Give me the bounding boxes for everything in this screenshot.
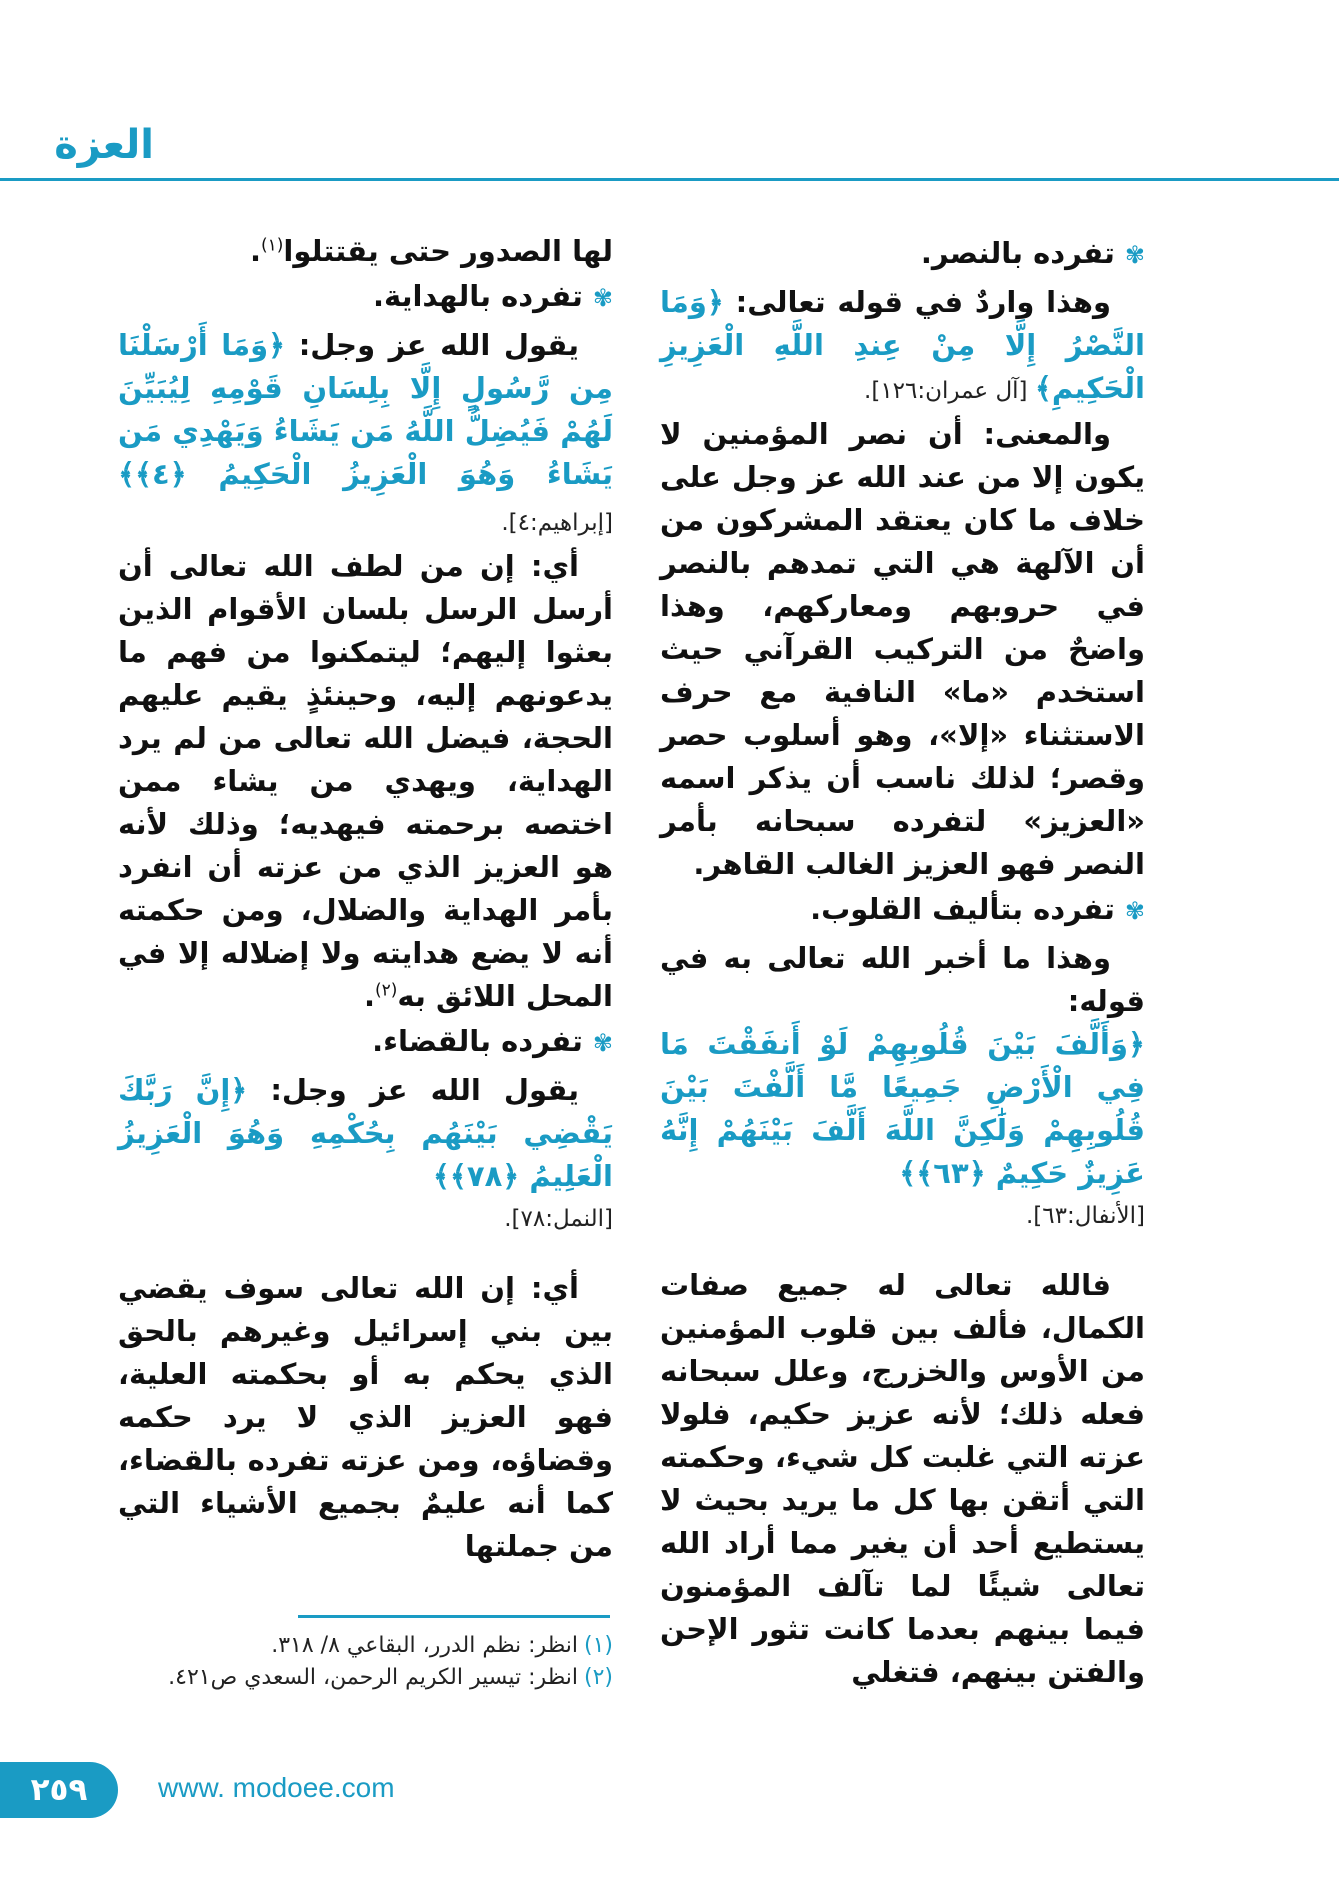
paragraph	[118, 545, 613, 1018]
website-link[interactable]: www. modoee.com	[158, 1772, 395, 1803]
footnote-text: انظر: نظم الدرر، البقاعي ٨/ ٣١٨.	[271, 1633, 578, 1658]
flower-bullet-icon: ✾	[1124, 897, 1145, 925]
text: لها الصدور حتى يقتتلوا	[283, 234, 613, 268]
text: أي: إن من لطف الله تعالى أن أرسل الرسل بلسان الأقوام الذين بعثوا إليهم؛ ليتمكنوا من فهم ما يدعونهم إليه، وحينئذٍ يقيم عليهم الحجة، فيضل الله تعالى من لم يرد الهداية، ويهدي من يشاء ممن اختصه برحمته فيهديه؛ وذلك لأنه هو العزيز الذي من عزته أن انفرد بأمر الهداية والضلال، ومن حكمته أنه لا يضع هدايته ولا إضلاله إلا في المحل اللائق به	[118, 549, 613, 1013]
heading-text: تفرده بتأليف القلوب.	[810, 892, 1115, 926]
page-title: العزة	[54, 122, 154, 168]
verse-reference: [آل عمران:١٢٦].	[864, 378, 1035, 404]
paragraph: وهذا ما أخبر الله تعالى به في قوله:	[660, 941, 1145, 1018]
paragraph: والمعنى: أن نصر المؤمنين لا يكون إلا من عند الله عز وجل على خلاف ما كان يعتقد المشركون من أن الآلهة هي التي تمدهم بالنصر في حروبهم ومعاركهم، وهذا واضحٌ من التركيب القرآني حيث استخدم «ما» النافية مع حرف الاستثناء «إلا»، وهو أسلوب حصر وقصر؛ لذلك ناسب أن يذكر اسمه «العزيز» لتفرده سبحانه بأمر النصر فهو العزيز الغالب القاهر.	[660, 417, 1145, 881]
flower-bullet-icon: ✾	[1124, 241, 1145, 269]
footnote	[118, 1630, 613, 1662]
section-heading	[660, 232, 1145, 277]
footnote-ref[interactable]: (١)	[261, 235, 284, 256]
verse-reference: [إبراهيم:٤].	[501, 510, 613, 536]
footnote-ref[interactable]: (٢)	[374, 980, 398, 1001]
footnote-divider	[298, 1615, 610, 1618]
paragraph: أي: إن الله تعالى سوف يقضي بين بني إسرائيل وغيرهم بالحق الذي يحكم به أو بحكمته العلية، فهو العزيز الذي لا يرد حكمه وقضاؤه، ومن عزته تفرده بالقضاء، كما أنه عليمٌ بجميع الأشياء التي من جملتها	[118, 1271, 613, 1563]
heading-text: تفرده بالنصر.	[920, 236, 1115, 270]
section-heading	[118, 1020, 613, 1065]
text: يقول الله عز وجل:	[285, 328, 579, 362]
heading-text: تفرده بالهداية.	[372, 279, 583, 313]
flower-bullet-icon: ✾	[592, 1029, 613, 1057]
quran-verse: ﴿وَمَا أَرْسَلْنَا مِن رَّسُولٍ إِلَّا بِلِسَانِ قَوْمِهِ لِيُبَيِّنَ لَهُمْ فَيُضِلُّ اللَّهُ مَن يَشَاءُ وَيَهْدِي مَن يَشَاءُ وَهُوَ الْعَزِيزُ الْحَكِيمُ ﴿٤﴾﴾	[118, 328, 613, 491]
text: .	[363, 979, 375, 1013]
paragraph	[118, 1069, 613, 1198]
right-column	[660, 230, 1145, 1694]
paragraph	[660, 281, 1145, 413]
footnote-number: (٢)	[583, 1665, 613, 1690]
paragraph	[118, 230, 613, 273]
quran-verse: ﴿إِنَّ رَبَّكَ يَقْضِي بَيْنَهُم بِحُكْمِهِ وَهُوَ الْعَزِيزُ الْعَلِيمُ ﴿٧٨﴾﴾	[118, 1073, 613, 1193]
footnote	[118, 1662, 613, 1694]
footnotes	[118, 1630, 613, 1694]
paragraph: فالله تعالى له جميع صفات الكمال، فألف بين قلوب المؤمنين من الأوس والخزرج، وعلل سبحانه فعله ذلك؛ لأنه عزيز حكيم، فلولا عزته التي غلبت كل شيء، وحكمته التي أتقن بها كل ما يريد بحيث لا يستطيع أحد أن يغير مما أراد الله تعالى شيئًا لما تآلف المؤمنون فيما بينهم بعدما كانت تثور الإحن والفتن بينهم، فتغلي	[660, 1268, 1145, 1689]
verse-reference: [النمل:٧٨].	[504, 1206, 613, 1232]
flower-bullet-icon: ✾	[592, 284, 613, 312]
heading-text: تفرده بالقضاء.	[372, 1024, 583, 1058]
left-column	[118, 230, 613, 1568]
text: يقول الله عز وجل:	[247, 1073, 579, 1107]
verse-reference: [الأنفال:٦٣].	[1026, 1203, 1145, 1229]
page-number: ٢٥٩	[0, 1762, 118, 1818]
text: .	[249, 234, 261, 268]
header-divider	[0, 178, 1339, 181]
paragraph	[118, 324, 613, 545]
footnote-text: انظر: تيسير الكريم الرحمن، السعدي ص٤٢١.	[168, 1665, 578, 1690]
footnote-number: (١)	[583, 1633, 613, 1658]
section-heading	[660, 888, 1145, 933]
section-heading	[118, 275, 613, 320]
quran-verse: ﴿وَمَا النَّصْرُ إِلَّا مِنْ عِندِ اللَّهِ الْعَزِيزِ الْحَكِيمِ﴾	[660, 285, 1145, 405]
quran-verse: ﴿وَأَلَّفَ بَيْنَ قُلُوبِهِمْ لَوْ أَنفَقْتَ مَا فِي الْأَرْضِ جَمِيعًا مَّا أَلَّفْتَ بَيْنَ قُلُوبِهِمْ وَلَٰكِنَّ اللَّهَ أَلَّفَ بَيْنَهُمْ إِنَّهُ عَزِيزٌ حَكِيمٌ ﴿٦٣﴾﴾	[660, 1027, 1145, 1190]
text: وهذا واردٌ في قوله تعالى:	[723, 285, 1111, 319]
